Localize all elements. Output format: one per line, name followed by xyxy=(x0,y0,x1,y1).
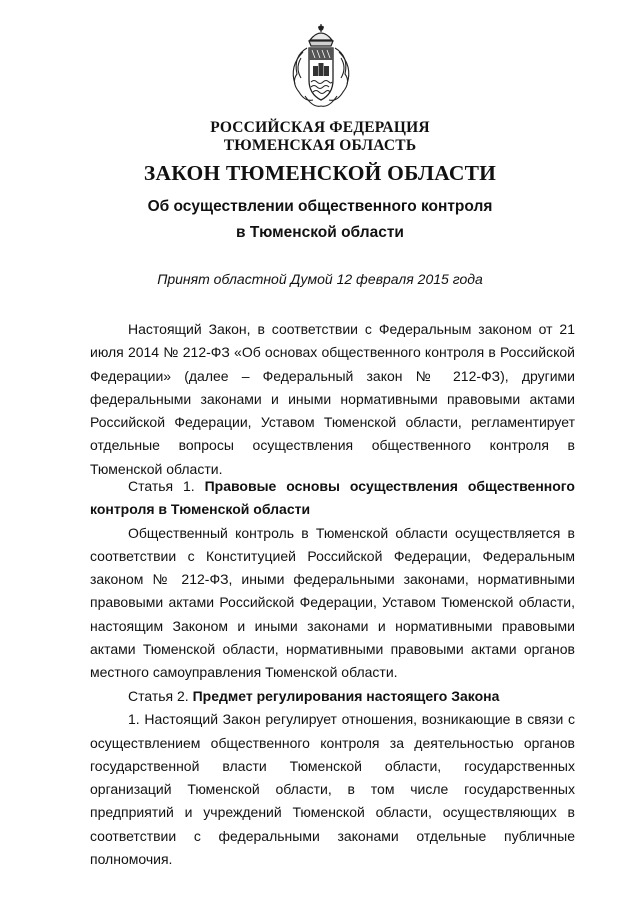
article-1-label: Статья 1. xyxy=(128,478,205,494)
law-title: ЗАКОН ТЮМЕНСКОЙ ОБЛАСТИ xyxy=(143,161,497,185)
region-heading: ТЮМЕНСКАЯ ОБЛАСТЬ xyxy=(223,137,417,154)
law-subtitle-line1: Об осуществлении общественного контроля xyxy=(147,198,493,215)
article-2-heading xyxy=(90,685,575,708)
preamble-section xyxy=(90,318,575,481)
article-2-label: Статья 2. xyxy=(128,688,193,704)
law-subtitle-line2: в Тюменской области xyxy=(236,224,404,241)
country-heading: РОССИЙСКАЯ ФЕДЕРАЦИЯ xyxy=(210,119,430,136)
article-2-paragraph: 1. Настоящий Закон регулирует отношения, возникающие в связи с осуществлением общественного контроля за деятельностью органов государственной власти Тюменской области, государственных организаций Тюменской области, в том числе государственных предприятий и учреждений Тюменской области, осуществляющих в соответствии с федеральными законами отдельные публичные полномочия. xyxy=(90,711,575,868)
article-1-title: Правовые основы осуществления общественного контроля в Тюменской области xyxy=(90,478,575,518)
preamble-paragraph: Настоящий Закон, в соответствии с Федеральным законом от 21 июля 2014 № 212-ФЗ «Об основах общественного контроля в Российской Федерации» (далее – Федеральный закон № 212-ФЗ), другими федеральными законами и иными нормативными правовыми актами Российской Федерации, Уставом Тюменской области, регламентирует отдельные вопросы осуществления общественного контроля в Тюменской области. xyxy=(90,321,575,477)
adoption-date: Принят областной Думой 12 февраля 2015 года xyxy=(157,271,483,287)
article-1-paragraph: Общественный контроль в Тюменской области осуществляется в соответствии с Конституцией Российской Федерации, Федеральным законом № 212-ФЗ, иными федеральными законами, нормативными правовыми актами Российской Федерации, Уставом Тюменской области, настоящим Законом и иными законами и нормативными правовыми актами Тюменской области, нормативными правовыми актами органов местного самоуправления Тюменской области. xyxy=(90,524,575,681)
coat-of-arms-icon xyxy=(283,22,359,112)
article-1-heading xyxy=(90,475,575,522)
article-2-section xyxy=(90,685,575,871)
article-1-section xyxy=(90,475,575,685)
article-2-title: Предмет регулирования настоящего Закона xyxy=(192,688,500,704)
